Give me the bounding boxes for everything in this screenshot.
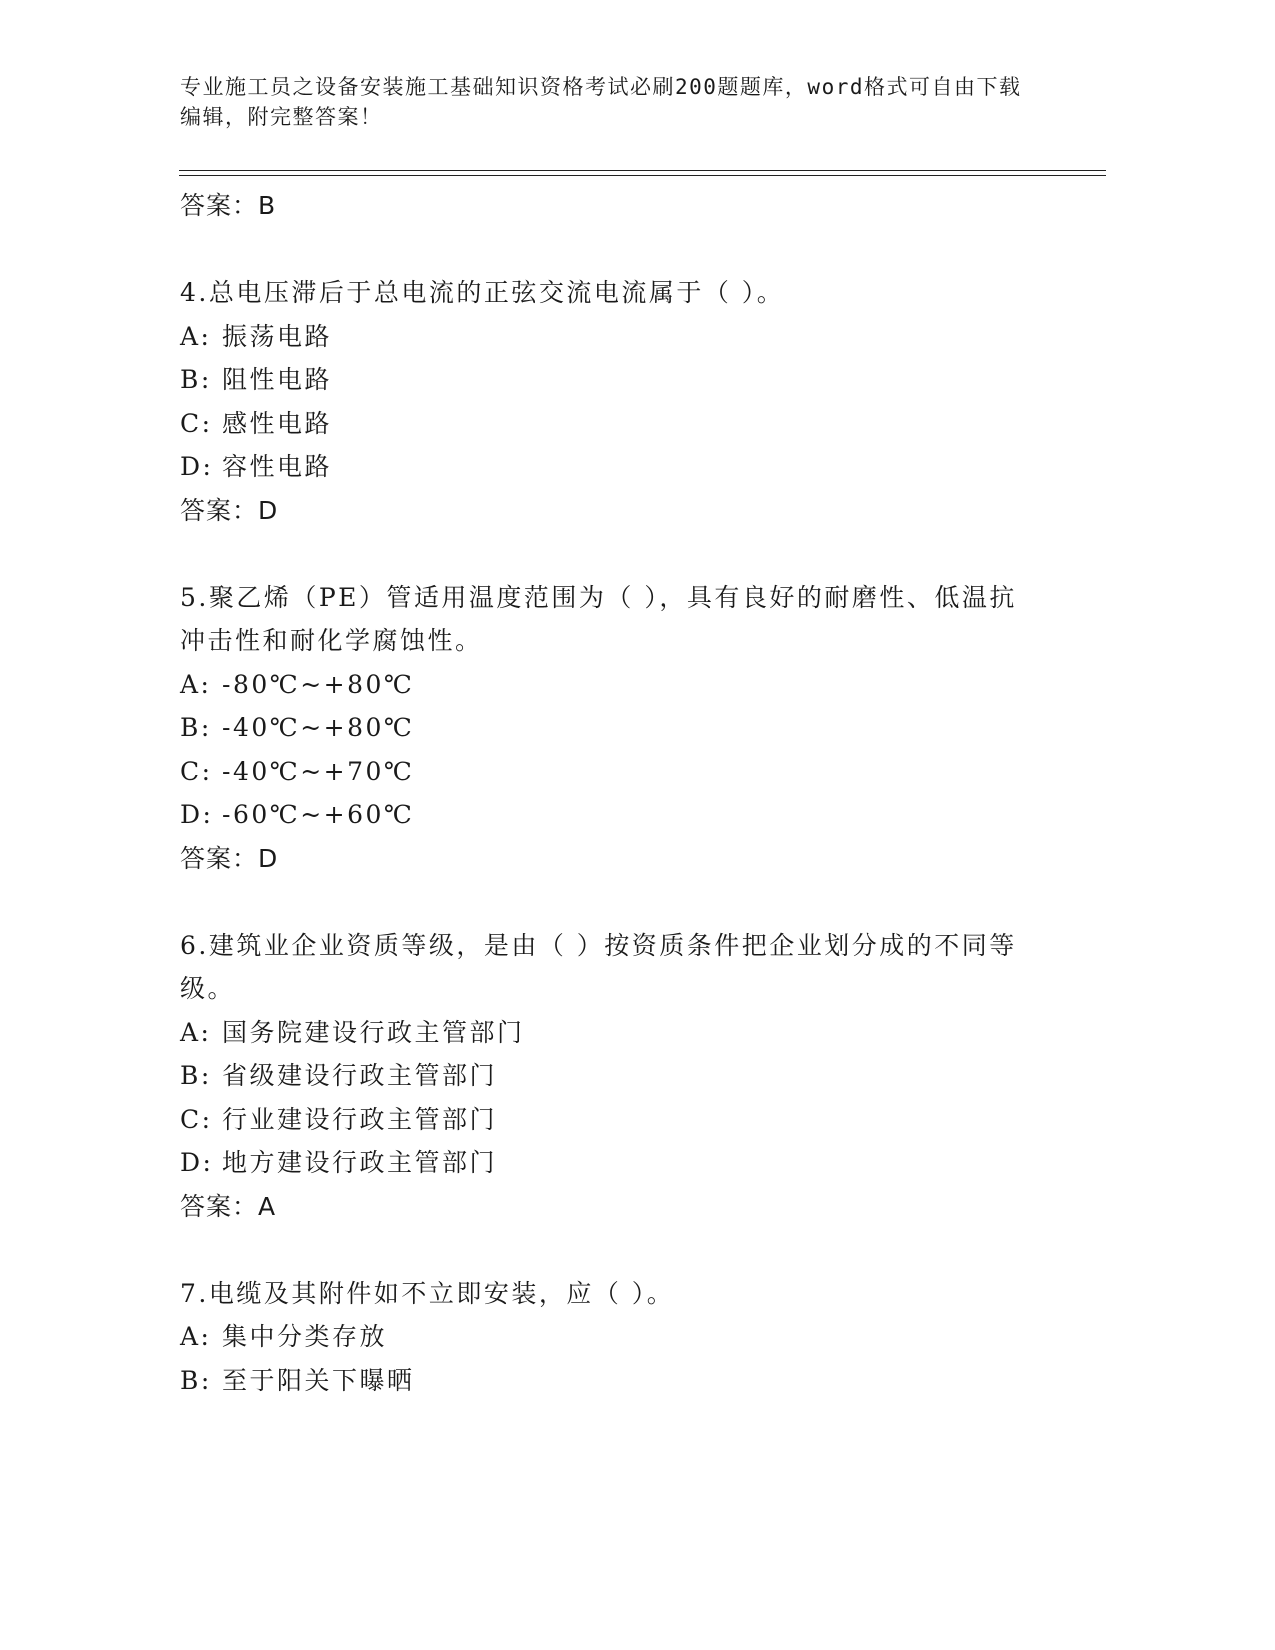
option-b bbox=[180, 1359, 1060, 1403]
question-7 bbox=[180, 1272, 1060, 1403]
option-text: 阻性电路 bbox=[222, 365, 333, 394]
question-list bbox=[180, 184, 1060, 1402]
option-text: -60℃~+60℃ bbox=[222, 800, 415, 829]
spacer bbox=[180, 1228, 1060, 1272]
question-4 bbox=[180, 271, 1060, 532]
option-text: 地方建设行政主管部门 bbox=[222, 1148, 498, 1177]
option-c bbox=[180, 750, 1060, 794]
question-5 bbox=[180, 576, 1060, 881]
option-text: 国务院建设行政主管部门 bbox=[222, 1017, 525, 1047]
option-text: 振荡电路 bbox=[222, 321, 333, 351]
option-text: -40℃~+80℃ bbox=[222, 713, 415, 742]
document-header: 专业施工员之设备安装施工基础知识资格考试必刷200题题库，word格式可自由下载编辑，附完整答案！ bbox=[180, 75, 1022, 129]
option-label: A: bbox=[180, 321, 212, 351]
option-d bbox=[180, 445, 1060, 489]
option-a bbox=[180, 1011, 1060, 1055]
question-text: 7.电缆及其附件如不立即安装，应（ ）。 bbox=[180, 1278, 675, 1308]
option-label: B: bbox=[180, 365, 212, 394]
option-text: 集中分类存放 bbox=[222, 1322, 388, 1351]
spacer bbox=[180, 880, 1060, 924]
spacer bbox=[180, 532, 1060, 576]
header-divider-thick bbox=[179, 175, 1106, 176]
option-label: B: bbox=[180, 1061, 212, 1090]
option-label: A: bbox=[180, 669, 212, 699]
option-label: C: bbox=[180, 756, 213, 786]
answer-line: 答案：D bbox=[180, 495, 279, 525]
option-label: D: bbox=[180, 800, 214, 829]
option-text: 省级建设行政主管部门 bbox=[222, 1061, 498, 1090]
option-d bbox=[180, 1141, 1060, 1185]
answer-line: 答案：A bbox=[180, 1191, 277, 1221]
option-label: A: bbox=[180, 1322, 212, 1351]
question-text: 4.总电压滞后于总电流的正弦交流电流属于（ ）。 bbox=[180, 278, 785, 307]
spacer bbox=[180, 228, 1060, 272]
option-label: D: bbox=[180, 452, 214, 481]
option-text: 容性电路 bbox=[222, 452, 333, 481]
option-c bbox=[180, 1098, 1060, 1142]
option-label: D: bbox=[180, 1148, 214, 1177]
option-text: 感性电路 bbox=[222, 408, 333, 438]
option-label: A: bbox=[180, 1017, 212, 1047]
header-divider-thin bbox=[179, 170, 1106, 171]
option-text: 至于阳关下曝晒 bbox=[222, 1365, 415, 1395]
option-a bbox=[180, 315, 1060, 359]
option-a bbox=[180, 663, 1060, 707]
question-text: 5.聚乙烯（PE）管适用温度范围为（ ），具有良好的耐磨性、低温抗冲击性和耐化学腐蚀性。 bbox=[180, 582, 1017, 655]
option-d bbox=[180, 793, 1060, 837]
question-6 bbox=[180, 924, 1060, 1229]
option-b bbox=[180, 358, 1060, 402]
option-b bbox=[180, 706, 1060, 750]
option-c bbox=[180, 402, 1060, 446]
option-text: -80℃~+80℃ bbox=[222, 669, 415, 699]
answer-line: 答案：B bbox=[180, 191, 277, 220]
option-label: C: bbox=[180, 408, 213, 438]
question-text: 6.建筑业企业资质等级，是由（ ）按资质条件把企业划分成的不同等级。 bbox=[180, 930, 1017, 1003]
answer-line: 答案：D bbox=[180, 843, 279, 873]
option-text: -40℃~+70℃ bbox=[222, 756, 415, 786]
option-label: B: bbox=[180, 713, 212, 742]
option-text: 行业建设行政主管部门 bbox=[222, 1104, 498, 1134]
option-a bbox=[180, 1315, 1060, 1359]
option-b bbox=[180, 1054, 1060, 1098]
option-label: B: bbox=[180, 1365, 212, 1395]
option-label: C: bbox=[180, 1104, 213, 1134]
